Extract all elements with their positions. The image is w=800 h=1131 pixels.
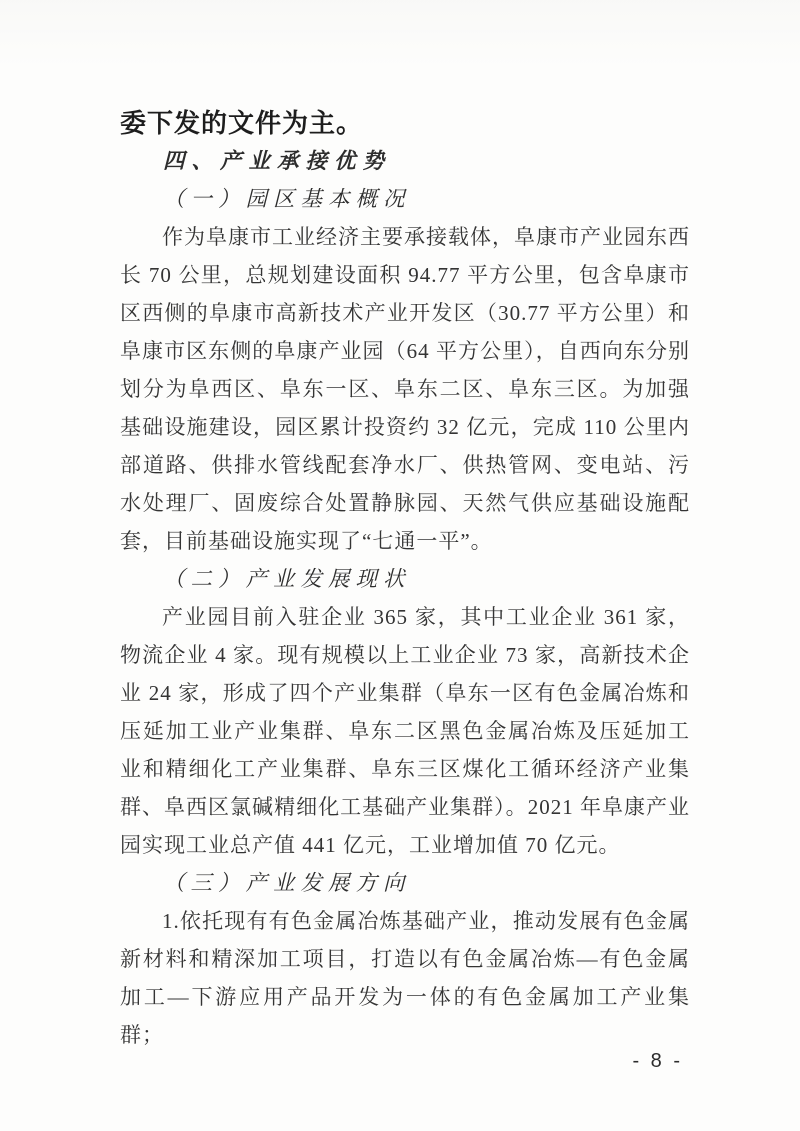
body-paragraph-1: 作为阜康市工业经济主要承接载体，阜康市产业园东西长 70 公里，总规划建设面积 94.77 平方公里，包含阜康市区西侧的阜康市高新技术产业开发区（30.77 平方公里）和阜康市区东侧的阜康产业园（64 平方公里），自西向东分别划分为阜西区、阜东一区、阜东二区、阜东三区。为加强基础设施建设，园区累计投资约 32 亿元，完成 110 公里内部道路、供排水管线配套净水厂、供热管网、变电站、污水处理厂、固废综合处置静脉园、天然气供应基础设施配套，目前基础设施实现了“七通一平”。 [120,225,690,553]
section-heading-4: 四、产业承接优势 [163,149,392,173]
subsection-heading-2: （二）产业发展现状 [163,567,411,591]
body-paragraph-3: 1.依托现有有色金属冶炼基础产业，推动发展有色金属新材料和精深加工项目，打造以有色金属冶炼—有色金属加工—下游应用产品开发为一体的有色金属加工产业集群； [120,909,690,1047]
document-body [120,104,690,1054]
page-number: - 8 - [632,1050,683,1072]
continuation-line: 委下发的文件为主。 [120,108,364,138]
body-paragraph-2: 产业园目前入驻企业 365 家，其中工业企业 361 家，物流企业 4 家。现有规模以上工业企业 73 家，高新技术企业 24 家，形成了四个产业集群（阜东一区有色金属冶炼和压延加工业产业集群、阜东二区黑色金属冶炼及压延加工业和精细化工产业集群、阜东三区煤化工循环经济产业集群、阜西区氯碱精细化工基础产业集群）。2021 年阜康产业园实现工业总产值 441 亿元，工业增加值 70 亿元。 [120,605,690,857]
subsection-heading-1: （一）园区基本概况 [163,187,411,211]
subsection-heading-3: （三）产业发展方向 [163,871,411,895]
